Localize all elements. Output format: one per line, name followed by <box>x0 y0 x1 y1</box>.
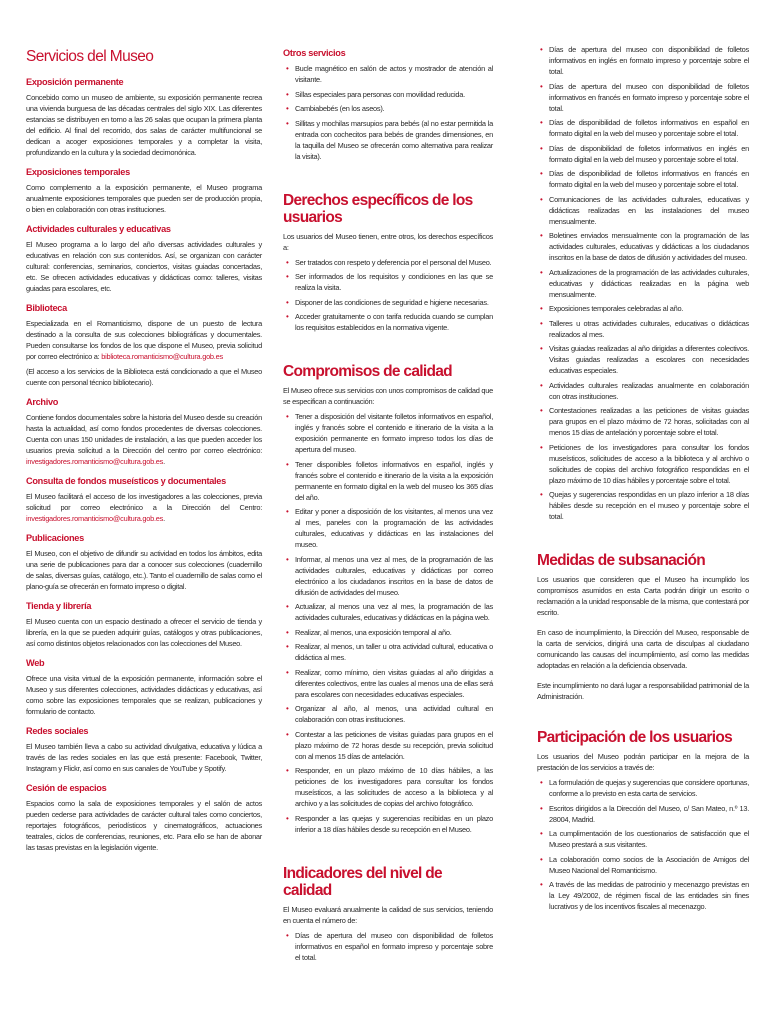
list-item: • Realizar, al menos, una exposición temporal al año. <box>283 627 493 638</box>
section-heading: Cesión de espacios <box>26 783 107 794</box>
participation-intro: Los usuarios del Museo podrán participar en la mejora de la prestación de los servicios a través de: <box>537 752 749 773</box>
section-text: Concebido como un museo de ambiente, su exposición permanente recrea una vivienda burguesa de las décadas centrales del siglo XIX. Las diferentes estancias se distribuyen en torno a las 26 salas que ocupan la primera planta del edificio. Al final del recorrido, dos salas de carácter multifuncional se dedican a acoger exposiciones temporales y a completar la visita, profundizando en la cultura y la sociedad decimonónica. <box>26 93 262 158</box>
column-indicators-measures <box>537 0 749 924</box>
measures-title: Medidas de subsanación <box>537 552 706 569</box>
other-services-list <box>283 63 493 162</box>
commitments-list <box>283 411 493 835</box>
section-text-part: El Museo facilitará el acceso de los investigadores a las colecciones, previa solicitud por correo electrónico a la Dirección del Centro: <box>26 492 262 513</box>
section-heading: Redes sociales <box>26 726 89 737</box>
list-item: • Comunicaciones de las actividades culturales, educativas y didácticas realizadas en las instalaciones del museo mensualmente. <box>537 194 749 227</box>
list-item: • Cambiabebés (en los aseos). <box>283 103 493 114</box>
measures-text: En caso de incumplimiento, la Dirección del Museo, responsable de la carta de servicios, dirigirá una carta de disculpas al ciudadano comunicando las causas del incumplimiento, así como las medidas adoptadas en relación a la deficiencia observada. <box>537 628 749 671</box>
archive-email-link[interactable]: investigadores.romanticismo@cultura.gob.es <box>26 457 164 467</box>
list-item: • La formulación de quejas y sugerencias que considere oportunas, conforme a lo previsto en esta carta de servicios. <box>537 777 749 799</box>
list-item: • Visitas guiadas realizadas al año dirigidas a diferentes colectivos. Visitas guiadas realizadas a escolares con necesidades educativas especiales. <box>537 343 749 376</box>
list-item: • Organizar al año, al menos, una actividad cultural en colaboración con otras instituciones. <box>283 703 493 725</box>
indicators-title: Indicadores del nivel de calidad <box>283 864 442 899</box>
section-text: Ofrece una visita virtual de la exposición permanente, información sobre el Museo y sus diferentes colecciones, actividades didácticas y educativas, así como sobre las exposiciones temporales que se realizan, publicaciones y formulario de contacto. <box>26 674 262 717</box>
section-heading: Actividades culturales y educativas <box>26 224 171 235</box>
section-text: Espacios como la sala de exposiciones temporales y el salón de actos pueden cederse para actividades de carácter cultural tales como conciertos, reportajes fotográficos, periodísticos y cinematográficos, actuaciones teatrales, ciclos de conferencias, reuniones, etc. Para ello se han de abonar las tasas previstas en la legislación vigente. <box>26 799 262 853</box>
list-item: • Exposiciones temporales celebradas al año. <box>537 303 749 314</box>
list-item: • Quejas y sugerencias respondidas en un plazo inferior a 18 días hábiles desde su recepción en el museo y porcentaje sobre el total. <box>537 489 749 522</box>
section-text-end: . <box>163 514 165 524</box>
section-heading: Consulta de fondos museísticos y documentales <box>26 476 226 487</box>
commitments-intro: El Museo ofrece sus servicios con unos compromisos de calidad que se especifican a continuación: <box>283 386 493 407</box>
section-heading: Web <box>26 658 45 669</box>
list-item: • Realizar, al menos, un taller u otra actividad cultural, educativa o didáctica al mes. <box>283 641 493 663</box>
list-item: • La cumplimentación de los cuestionarios de satisfacción que el Museo prestará a sus visitantes. <box>537 828 749 850</box>
list-item: • Responder, en un plazo máximo de 10 días hábiles, a las peticiones de los investigadores para consultar los fondos museísticos, a las solicitudes de acceso a la biblioteca y al archivo y a las solicitudes de copias del archivo fotográfico. <box>283 765 493 809</box>
other-services-heading: Otros servicios <box>283 48 346 58</box>
list-item: • Ser tratados con respeto y deferencia por el personal del Museo. <box>283 257 493 268</box>
section-text-part: Especializada en el Romanticismo, dispone de un puesto de lectura destinado a la consulta de sus colecciones bibliográficas y documentales. Pueden consultarse los fondos de los que dispone el Museo, previa solicitud por correo electrónico a: <box>26 319 262 362</box>
section-note: (El acceso a los servicios de la Biblioteca está condicionado a que el Museo cuente con personal técnico bibliotecario). <box>26 367 262 388</box>
list-item: • Tener a disposición del visitante folletos informativos en español, inglés y francés sobre el contenido e itinerario de la visita a la exposición permanente en formato impreso todos los días de apertura del museo. <box>283 411 493 455</box>
services-title: Servicios del Museo <box>26 48 154 65</box>
list-item: • Realizar, como mínimo, cien visitas guiadas al año dirigidas a diferentes colectivos, entre las cuales al menos una de ellas será para escolares con necesidades educativas especiales. <box>283 667 493 700</box>
list-item: • Actualizaciones de la programación de las actividades culturales, educativas y didácticas realizadas en la página web mensualmente. <box>537 267 749 300</box>
collections-email-link[interactable]: investigadores.romanticismo@cultura.gob.es <box>26 514 164 524</box>
list-item: • Días de disponibilidad de folletos informativos en español en formato digital en la web del museo y porcentaje sobre el total. <box>537 117 749 139</box>
list-item: • Tener disponibles folletos informativos en español, inglés y francés sobre el contenido e itinerario de la visita a la exposición permanente en formato digital en la web del museo los 365 días del año. <box>283 459 493 503</box>
column-rights-commitments <box>283 0 493 975</box>
list-item: • Editar y poner a disposición de los visitantes, al menos una vez al mes, paneles con la programación de las actividades culturales, educativas y didácticas en las instalaciones del museo. <box>283 506 493 550</box>
list-item: • Actualizar, al menos una vez al mes, la programación de las actividades culturales, educativas y didácticas en la página web. <box>283 601 493 623</box>
list-item: • Acceder gratuitamente o con tarifa reducida cuando se cumplan los requisitos establecidos en la normativa vigente. <box>283 311 493 333</box>
section-text: El Museo programa a lo largo del año diversas actividades culturales y educativas en relación con sus contenidos. Así, se organizan con carácter cultural: conferencias, seminarios, conciertos, visitas guiadas concertadas, etc. Se ofrecen actividades educativas y didácticas como: talleres, visitas guiadas para escolares, etc. <box>26 240 262 294</box>
section-heading: Biblioteca <box>26 303 67 314</box>
section-heading: Archivo <box>26 397 59 408</box>
list-item: • Talleres u otras actividades culturales, educativas o didácticas realizados al mes. <box>537 318 749 340</box>
section-text: Como complemento a la exposición permanente, el Museo programa anualmente exposiciones temporales que pueden ser de producción propia, o bien en colaboración con otras instituciones. <box>26 183 262 215</box>
list-item: • Bucle magnético en salón de actos y mostrador de atención al visitante. <box>283 63 493 85</box>
spacer <box>537 534 749 552</box>
section-heading: Exposiciones temporales <box>26 167 130 178</box>
section-heading: Publicaciones <box>26 533 84 544</box>
rights-list <box>283 257 493 334</box>
spacer <box>537 711 749 729</box>
section-text-part: Contiene fondos documentales sobre la historia del Museo desde su creación hasta la actualidad, así como fondos procedentes de diversas colecciones. Cuenta con unas 150 unidades de instalación, a las que pueden acceder los usuarios previa solicitud a la Dirección del centro por correo electrónico: <box>26 413 262 456</box>
list-item: • Días de disponibilidad de folletos informativos en inglés en formato digital en la web del museo y porcentaje sobre el total. <box>537 143 749 165</box>
list-item: • Sillitas y mochilas marsupios para bebés (al no estar permitida la entrada con cochecitos para bebés de grandes dimensiones, en la taquilla del Museo se ofrecerán como alternativa para realizar la visita). <box>283 118 493 162</box>
list-item: • Escritos dirigidos a la Dirección del Museo, c/ San Mateo, n.º 13. 28004, Madrid. <box>537 803 749 825</box>
spacer <box>283 847 493 865</box>
section-text: El Museo también lleva a cabo su actividad divulgativa, educativa y lúdica a través de las redes sociales en las que está presente: Facebook, Twitter, Instagram y Flickr, así como en sus canales de YouTube y Spotify. <box>26 742 262 774</box>
list-item: • Días de apertura del museo con disponibilidad de folletos informativos en español en formato impreso y porcentaje sobre el total. <box>283 930 493 963</box>
rights-intro: Los usuarios del Museo tienen, entre otros, los derechos específicos a: <box>283 231 493 252</box>
indicators-list-continued <box>537 44 749 522</box>
section-text: El Museo cuenta con un espacio destinado a ofrecer el servicio de tienda y librería, en la que se pueden adquirir guías, catálogos y otras publicaciones, así como distintos objetos relacionados con las colecciones del Museo. <box>26 617 262 649</box>
participation-list <box>537 777 749 912</box>
section-text <box>26 318 262 362</box>
list-item: • Peticiones de los investigadores para consultar los fondos museísticos, solicitudes de acceso a la biblioteca y al archivo o solicitudes de copias del archivo fotográfico respondidas en el plazo máximo de 10 días hábiles y porcentaje sobre el total. <box>537 442 749 486</box>
spacer <box>283 345 493 363</box>
measures-text: Los usuarios que consideren que el Museo ha incumplido los compromisos asumidos en esta Carta podrán dirigir un escrito o reclamación a la unidad responsable de la misma, que contestará por escrito. <box>537 575 749 618</box>
list-item: • Contestar a las peticiones de visitas guiadas para grupos en el plazo máximo de 72 horas desde su recepción, previa solicitud con al menos 15 días de antelación. <box>283 729 493 762</box>
library-email-link[interactable]: biblioteca.romanticismo@cultura.gob.es <box>101 352 223 362</box>
list-item: • Días de disponibilidad de folletos informativos en francés en formato digital en la web del museo y porcentaje sobre el total. <box>537 168 749 190</box>
section-text <box>26 412 262 467</box>
list-item: • Ser informados de los requisitos y condiciones en las que se realiza la visita. <box>283 271 493 293</box>
rights-title: Derechos específicos de los usuarios <box>283 191 473 226</box>
list-item: • Días de apertura del museo con disponibilidad de folletos informativos en francés en formato impreso y porcentaje sobre el total. <box>537 81 749 114</box>
list-item: • Sillas especiales para personas con movilidad reducida. <box>283 89 493 100</box>
participation-title: Participación de los usuarios <box>537 729 733 747</box>
list-item: • Actividades culturales realizadas anualmente en colaboración con otras instituciones. <box>537 380 749 402</box>
list-item: • La colaboración como socios de la Asociación de Amigos del Museo Nacional del Romanticismo. <box>537 854 749 876</box>
list-item: • Contestaciones realizadas a las peticiones de visitas guiadas para grupos en el plazo máximo de 72 horas, solicitadas con al menos 15 días de antelación y porcentaje sobre el total. <box>537 405 749 438</box>
section-text: El Museo, con el objetivo de difundir su actividad en todos los ámbitos, edita una serie de publicaciones para dar a conocer sus colecciones (cuadernillo de salas, diversas guías, catálogo, etc.). Tanto el cuadernillo de salas como el plano-guía se ofrecerán en formato impreso o digital. <box>26 549 262 592</box>
spacer <box>283 174 493 192</box>
list-item: • A través de las medidas de patrocinio y mecenazgo previstas en la Ley 49/2002, de régimen fiscal de las entidades sin fines lucrativos y de los incentivos fiscales al mecenazgo. <box>537 879 749 912</box>
section-heading: Exposición permanente <box>26 77 124 88</box>
section-text-end: . <box>163 457 165 467</box>
indicators-intro: El Museo evaluará anualmente la calidad de sus servicios, teniendo en cuenta el número de: <box>283 904 493 925</box>
commitments-title: Compromisos de calidad <box>283 363 452 381</box>
list-item: • Disponer de las condiciones de seguridad e higiene necesarias. <box>283 297 493 308</box>
list-item: • Responder a las quejas y sugerencias recibidas en un plazo inferior a 18 días hábiles desde su recepción en el Museo. <box>283 813 493 835</box>
section-heading: Tienda y librería <box>26 601 92 612</box>
section-text <box>26 491 262 524</box>
indicators-list <box>283 930 493 963</box>
list-item: • Boletines enviados mensualmente con la programación de las actividades culturales, educativas y didácticas a los ciudadanos inscritos en la base de datos de difusión y actividades del museo. <box>537 230 749 263</box>
column-services <box>26 0 262 862</box>
measures-text: Este incumplimiento no dará lugar a responsabilidad patrimonial de la Administración. <box>537 681 749 702</box>
list-item: • Días de apertura del museo con disponibilidad de folletos informativos en inglés en formato impreso y porcentaje sobre el total. <box>537 44 749 77</box>
list-item: • Informar, al menos una vez al mes, de la programación de las actividades culturales, educativas y didácticas por correo electrónico a los ciudadanos inscritos en la base de datos de difusión de actividades del museo. <box>283 554 493 598</box>
